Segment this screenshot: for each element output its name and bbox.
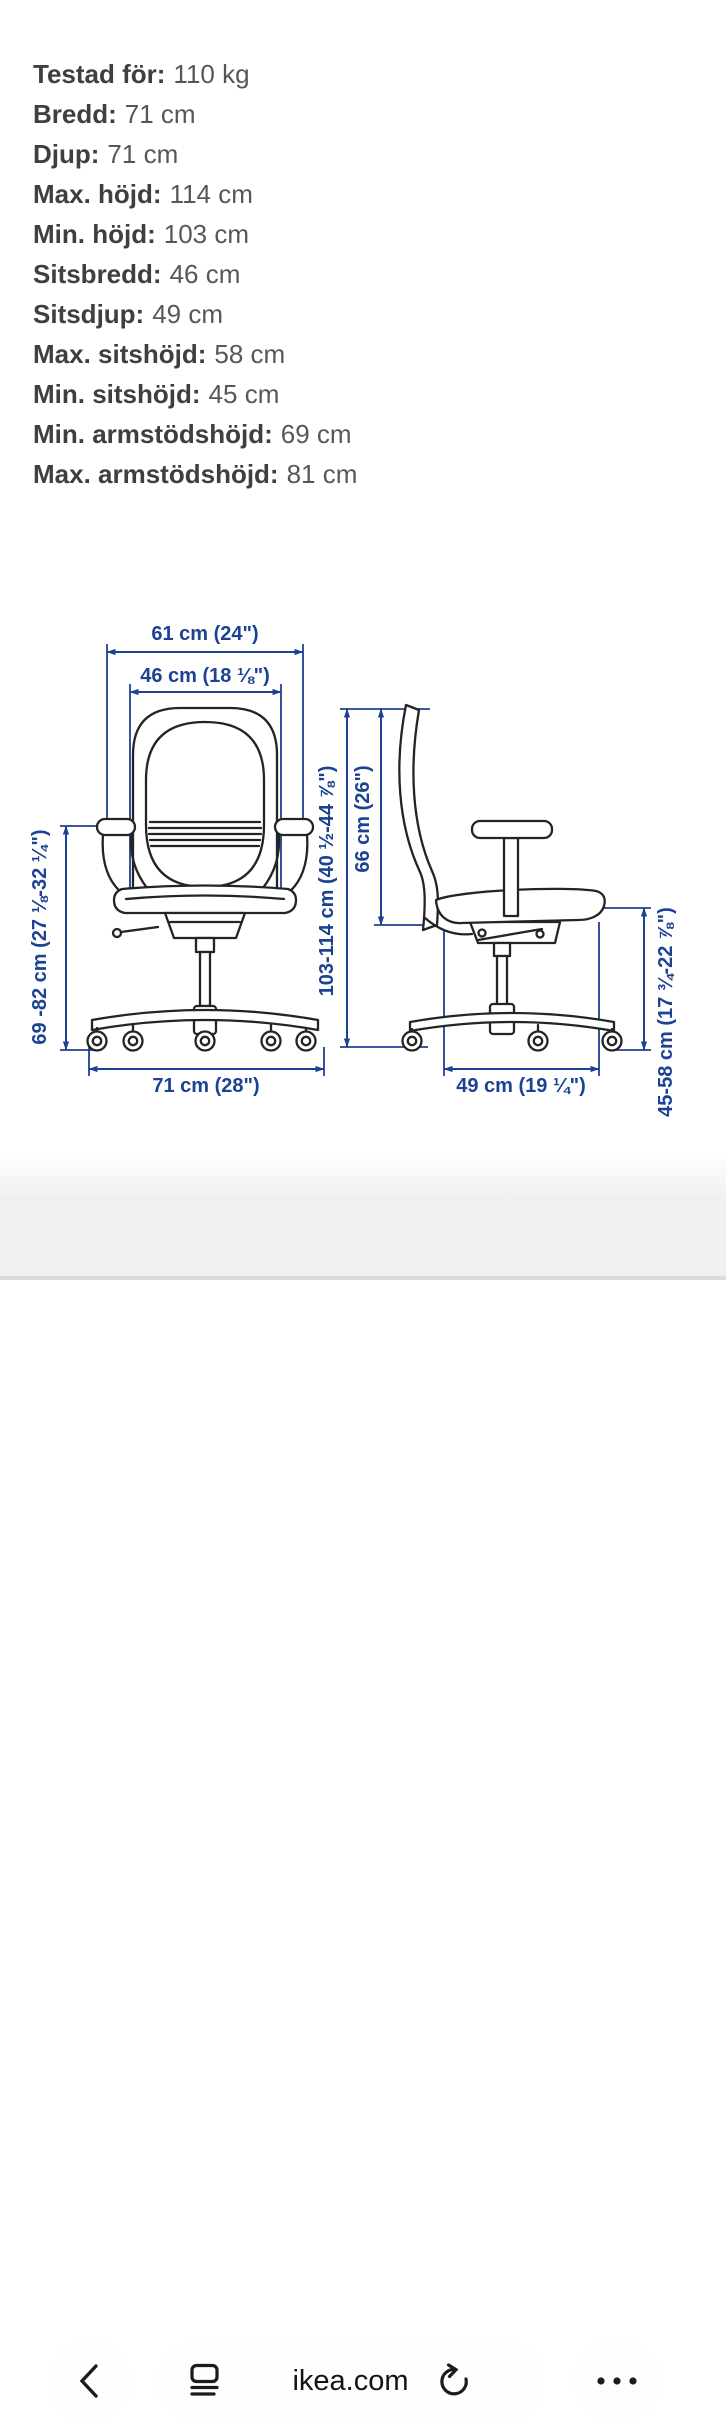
url-text: ikea.com [292,2365,409,2397]
spec-value: 71 cm [124,99,196,129]
spec-label: Min. sitshöjd: [33,379,201,409]
dim-label-back-outer-width: 61 cm (24") [151,623,259,645]
spec-value: 49 cm [152,299,224,329]
spec-value: 71 cm [107,139,179,169]
spec-row [33,134,357,174]
dim-label-armrest-height: 69 -82 cm (27 ⅛-32 ¼") [29,829,51,1045]
spec-label: Min. armstödshöjd: [33,419,273,449]
spec-label: Max. höjd: [33,179,162,209]
spec-label: Bredd: [33,99,117,129]
dim-label-total-height: 103-114 cm (40 ½-44 ⅞") [316,765,338,997]
spec-row [33,94,357,134]
spec-value: 110 kg [173,59,250,89]
spec-row [33,454,357,494]
chair-side-view-drawing [399,705,621,1051]
refresh-button[interactable] [434,2359,474,2404]
address-bar[interactable] [158,2342,543,2421]
spec-label: Djup: [33,139,100,169]
browser-bottom-bar [0,1150,726,2397]
dim-label-back-width: 46 cm (18 ⅛") [140,665,270,687]
spec-row [33,174,357,214]
more-dots-icon [594,2374,640,2388]
spec-value: 45 cm [208,379,280,409]
more-button[interactable] [575,2339,659,2423]
spec-label: Min. höjd: [33,219,156,249]
spec-value: 69 cm [280,419,352,449]
screen-bottom-edge [0,1276,726,1280]
dim-label-seat-height: 45-58 cm (17 ¾-22 ⅞") [655,907,677,1117]
product-measurements-list [33,54,357,494]
spec-label: Max. sitshöjd: [33,339,207,369]
spec-row [33,334,357,374]
dim-label-base-width: 71 cm (28") [152,1075,260,1097]
dim-label-seat-depth: 49 cm (19 ¼") [456,1075,586,1097]
spec-label: Sitsdjup: [33,299,145,329]
spec-value: 81 cm [286,459,358,489]
spec-label: Sitsbredd: [33,259,162,289]
spec-row [33,54,357,94]
spec-row [33,414,357,454]
casters-front [88,1032,316,1051]
spec-row [33,294,357,334]
spec-label: Max. armstödshöjd: [33,459,279,489]
spec-label: Testad för: [33,59,166,89]
spec-value: 103 cm [163,219,250,249]
chair-front-view-drawing [88,708,319,1051]
spec-row [33,214,357,254]
refresh-icon [434,2359,474,2399]
dim-label-back-height: 66 cm (26") [352,765,374,873]
spec-value: 46 cm [169,259,241,289]
spec-row [33,254,357,294]
chair-dimension-diagram [0,600,726,1140]
back-button[interactable] [50,2341,130,2421]
spec-row [33,374,357,414]
spec-value: 114 cm [169,179,253,209]
spec-value: 58 cm [214,339,286,369]
back-chevron-icon [70,2359,110,2403]
